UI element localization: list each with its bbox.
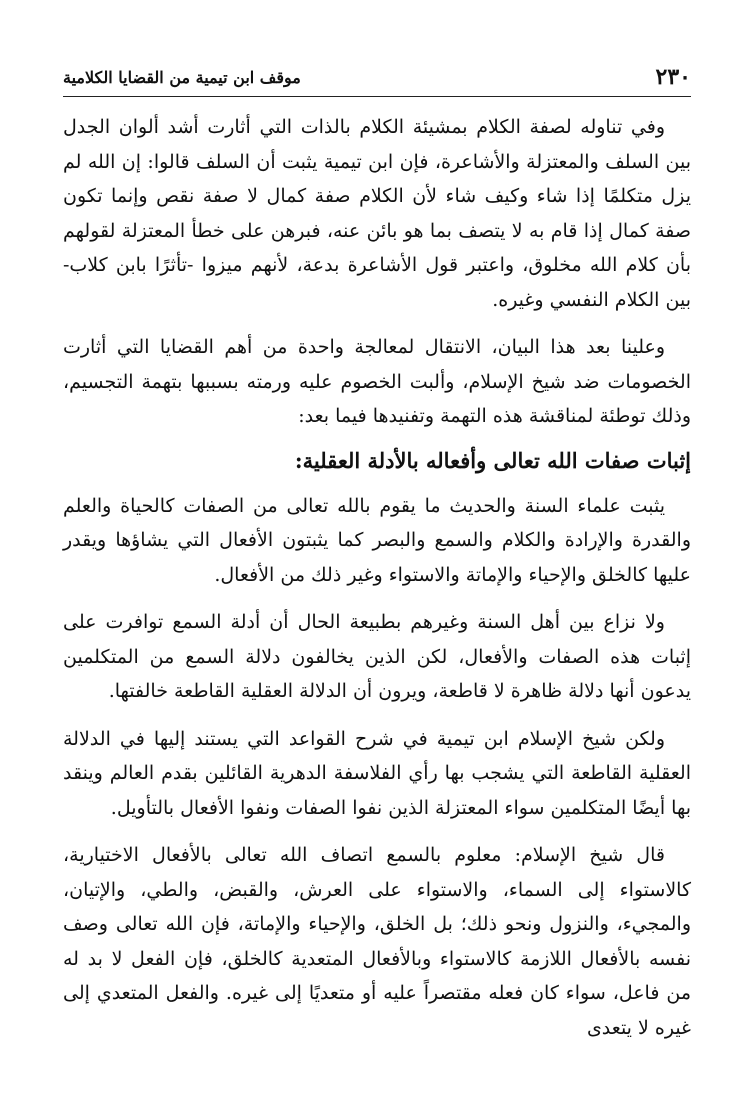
page-header xyxy=(63,62,691,94)
section-paragraph-4: قال شيخ الإسلام: معلوم بالسمع اتصاف الله تعالى بالأفعال الاختيارية، كالاستواء إلى السماء، والاستواء على العرش، والقبض، والطي، والإتيان، والمجيء، والنزول ونحو ذلك؛ بل الخلق، والإحياء والإماتة، فإن الله تعالى وصف نفسه بالأفعال اللازمة كالاستواء وبالأفعال المتعدية كالخلق، فإن الفعل لا بد له من فاعل، سواء كان فعله مقتصراً عليه أو متعديًا إلى غيره. والفعل المتعدي إلى غيره لا يتعدى xyxy=(63,844,691,1039)
body-text xyxy=(63,110,691,1045)
running-title: موقف ابن تيمية من القضايا الكلامية xyxy=(63,68,301,87)
paragraph-2: وعلينا بعد هذا البيان، الانتقال لمعالجة واحدة من أهم القضايا التي أثارت الخصومات ضد شيخ الإسلام، وألبت الخصوم عليه ورمته بسببها بتهمة التجسيم، وذلك توطئة لمناقشة هذه التهمة وتفنيدها فيما بعد: xyxy=(63,336,691,427)
page-number: ٢٣٠ xyxy=(655,64,691,90)
section-heading: إثبات صفات الله تعالى وأفعاله بالأدلة العقلية: xyxy=(294,447,691,473)
header-divider xyxy=(63,96,691,97)
section-paragraph-2: ولا نزاع بين أهل السنة وغيرهم بطبيعة الحال أن أدلة السمع توافرت على إثبات هذه الصفات والأفعال، لكن الذين يخالفون دلالة السمع من المتكلمين يدعون أنها دلالة ظاهرة لا قاطعة، ويرون أن الدلالة العقلية القاطعة خالفتها. xyxy=(63,611,691,702)
section-paragraph-1: يثبت علماء السنة والحديث ما يقوم بالله تعالى من الصفات كالحياة والعلم والقدرة والإرادة والكلام والسمع والبصر كما يثبتون الأفعال التي يشاؤها ويقدر عليها كالخلق والإحياء والإماتة والاستواء وغير ذلك من الأفعال. xyxy=(63,494,691,586)
paragraph-1: وفي تناوله لصفة الكلام بمشيئة الكلام بالذات التي أثارت أشد ألوان الجدل بين السلف والمعتزلة والأشاعرة، فإن ابن تيمية يثبت أن السلف قالوا: إن الله لم يزل متكلمًا إذا شاء وكيف شاء لأن الكلام صفة كمال لا صفة نقص وإنما تكون صفة كمال إذا قام به لا يتصف بما هو بائن عنه، فبرهن على خطأ المعتزلة لقولهم بأن كلام الله مخلوق، واعتبر قول الأشاعرة بدعة، لأنهم ميزوا -تأثرًا بابن كلاب- بين الكلام النفسي وغيره. xyxy=(63,116,691,311)
section-paragraph-3: ولكن شيخ الإسلام ابن تيمية في شرح القواعد التي يستند إليها في الدلالة العقلية القاطعة التي يشجب بها رأي الفلاسفة الدهرية القائلين بقدم العالم وينقد بها أيضًا المتكلمين سواء المعتزلة الذين نفوا الصفات ونفوا الأفعال بالتأويل. xyxy=(63,727,691,819)
